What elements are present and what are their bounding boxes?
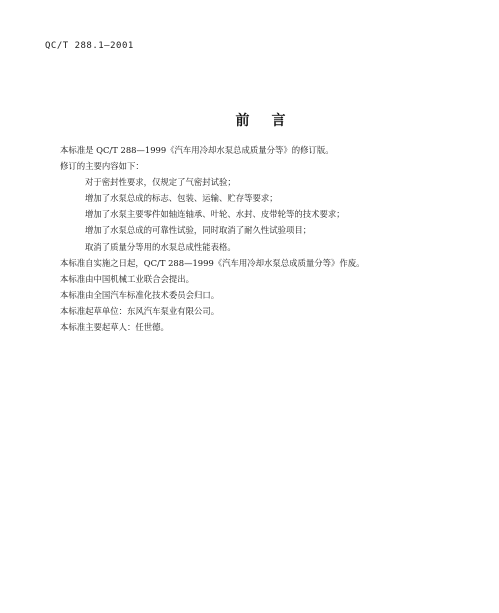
- page-title: 前言: [235, 113, 308, 129]
- list-item: 取消了质量分等用的水泵总成性能表格。: [85, 241, 236, 252]
- paragraph-line: 本标准起草单位：东风汽车泵业有限公司。: [60, 305, 220, 316]
- paragraph-line: 本标准主要起草人：任世德。: [60, 322, 169, 333]
- list-item: 增加了水泵主要零件如轴连轴承、叶轮、水封、皮带轮等的技术要求；: [85, 209, 345, 220]
- document-code: QC/T 288.1—2001: [45, 41, 134, 51]
- paragraph-line: 修订的主要内容如下：: [60, 161, 144, 172]
- paragraph-line: 本标准由全国汽车标准化技术委员会归口。: [60, 289, 220, 300]
- list-item: 增加了水泵总成的标志、包装、运输、贮存等要求；: [85, 193, 278, 204]
- paragraph-line: 本标准自实施之日起，QC/T 288—1999《汽车用冷却水泵总成质量分等》作废。: [60, 257, 365, 268]
- paragraph-line: 本标准是 QC/T 288—1999《汽车用冷却水泵总成质量分等》的修订版。: [60, 145, 334, 155]
- paragraph-line: 本标准由中国机械工业联合会提出。: [60, 273, 194, 284]
- list-item: 对于密封性要求，仅规定了气密封试验；: [85, 177, 236, 188]
- preface-body: [60, 142, 480, 335]
- list-item: 增加了水泵总成的可靠性试验，同时取消了耐久性试验项目；: [85, 225, 312, 236]
